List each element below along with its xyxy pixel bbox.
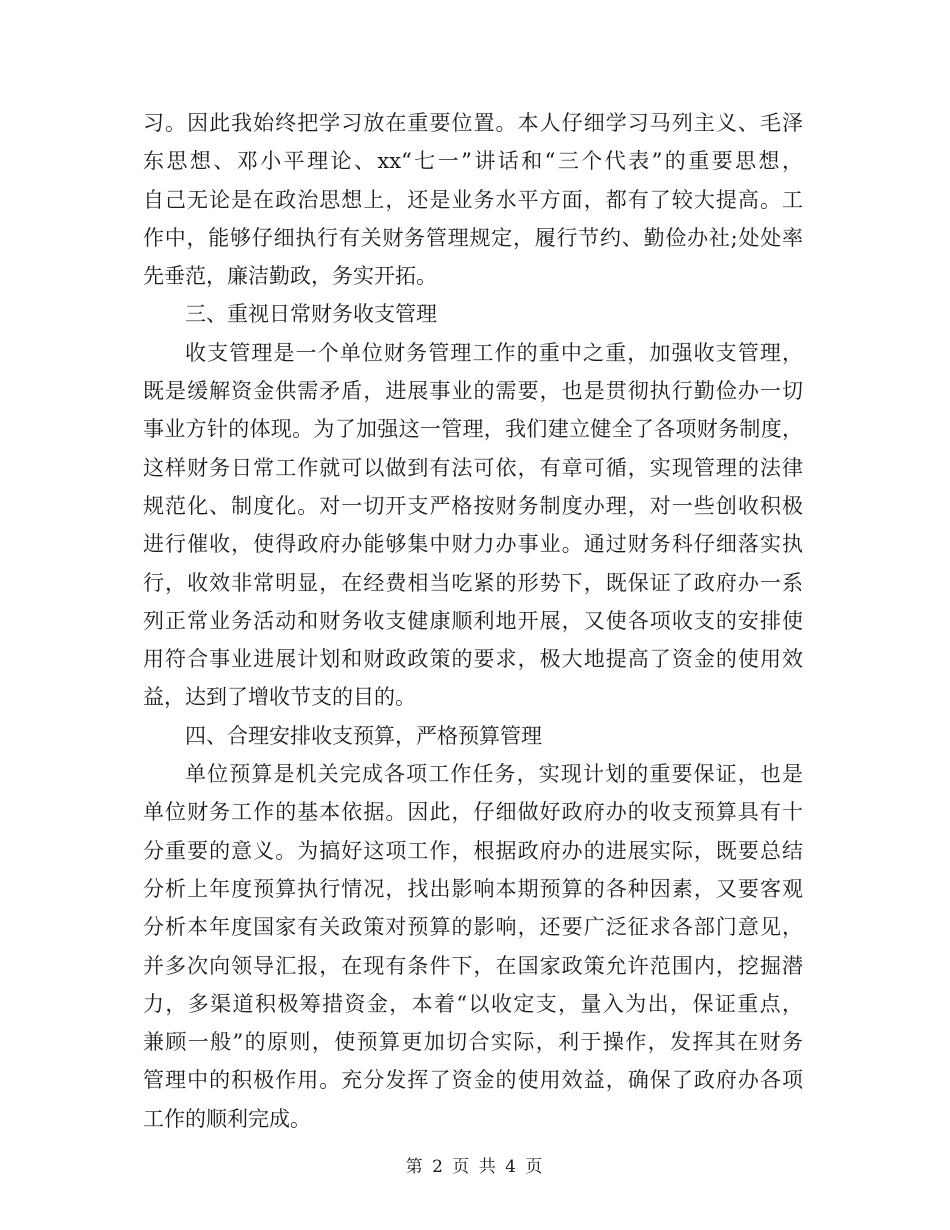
text-line: 分重要的意义。为搞好这项工作，根据政府办的进展实际，既要总结 <box>143 838 803 863</box>
text-line: 分析本年度国家有关政策对预算的影响，还要广泛征求各部门意见， <box>143 915 803 940</box>
text-line: 工作的顺利完成。 <box>143 1106 311 1131</box>
document-body <box>143 104 803 1138</box>
text-line: 收支管理是一个单位财务管理工作的重中之重，加强收支管理， <box>185 340 803 365</box>
text-line: 进行催收，使得政府办能够集中财力办事业。通过财务科仔细落实执 <box>143 532 803 557</box>
text-line: 既是缓解资金供需矛盾，进展事业的需要，也是贯彻执行勤俭办一切 <box>143 379 803 404</box>
text-line: 单位财务工作的基本依据。因此，仔细做好政府办的收支预算具有十 <box>143 800 803 825</box>
text-line: 力，多渠道积极筹措资金，本着“以收定支，量入为出，保证重点， <box>143 991 803 1016</box>
text-line: 管理中的积极作用。充分发挥了资金的使用效益，确保了政府办各项 <box>143 1068 803 1093</box>
text-line: 作中，能够仔细执行有关财务管理规定，履行节约、勤俭办社;处处率 <box>143 225 803 250</box>
section-heading: 四、合理安排收支预算，严格预算管理 <box>185 723 542 748</box>
section-heading: 三、重视日常财务收支管理 <box>185 302 437 327</box>
text-line: 东思想、邓小平理论、xx“七一”讲话和“三个代表”的重要思想， <box>143 149 803 174</box>
text-line: 分析上年度预算执行情况，找出影响本期预算的各种因素，又要客观 <box>143 876 803 901</box>
text-line: 事业方针的体现。为了加强这一管理，我们建立健全了各项财务制度， <box>143 417 803 442</box>
text-line: 列正常业务活动和财务收支健康顺利地开展，又使各项收支的安排使 <box>143 608 803 633</box>
text-line: 先垂范，廉洁勤政，务实开拓。 <box>143 264 437 289</box>
text-line: 规范化、制度化。对一切开支严格按财务制度办理，对一些创收积极 <box>143 493 803 518</box>
text-line: 单位预算是机关完成各项工作任务，实现计划的重要保证，也是 <box>185 762 803 787</box>
text-line: 并多次向领导汇报，在现有条件下，在国家政策允许范围内，挖掘潜 <box>143 953 803 978</box>
text-line: 益，达到了增收节支的目的。 <box>143 685 416 710</box>
page-number-footer: 第 2 页 共 4 页 <box>405 1157 545 1177</box>
text-line: 用符合事业进展计划和财政政策的要求，极大地提高了资金的使用效 <box>143 647 803 672</box>
text-line: 行，收效非常明显，在经费相当吃紧的形势下，既保证了政府办一系 <box>143 570 803 595</box>
text-line: 习。因此我始终把学习放在重要位置。本人仔细学习马列主义、毛泽 <box>143 111 803 135</box>
text-line: 自己无论是在政治思想上，还是业务水平方面，都有了较大提高。工 <box>143 187 803 212</box>
text-line: 这样财务日常工作就可以做到有法可依，有章可循，实现管理的法律 <box>143 455 803 480</box>
text-line: 兼顾一般”的原则，使预算更加切合实际，利于操作，发挥其在财务 <box>143 1030 803 1055</box>
